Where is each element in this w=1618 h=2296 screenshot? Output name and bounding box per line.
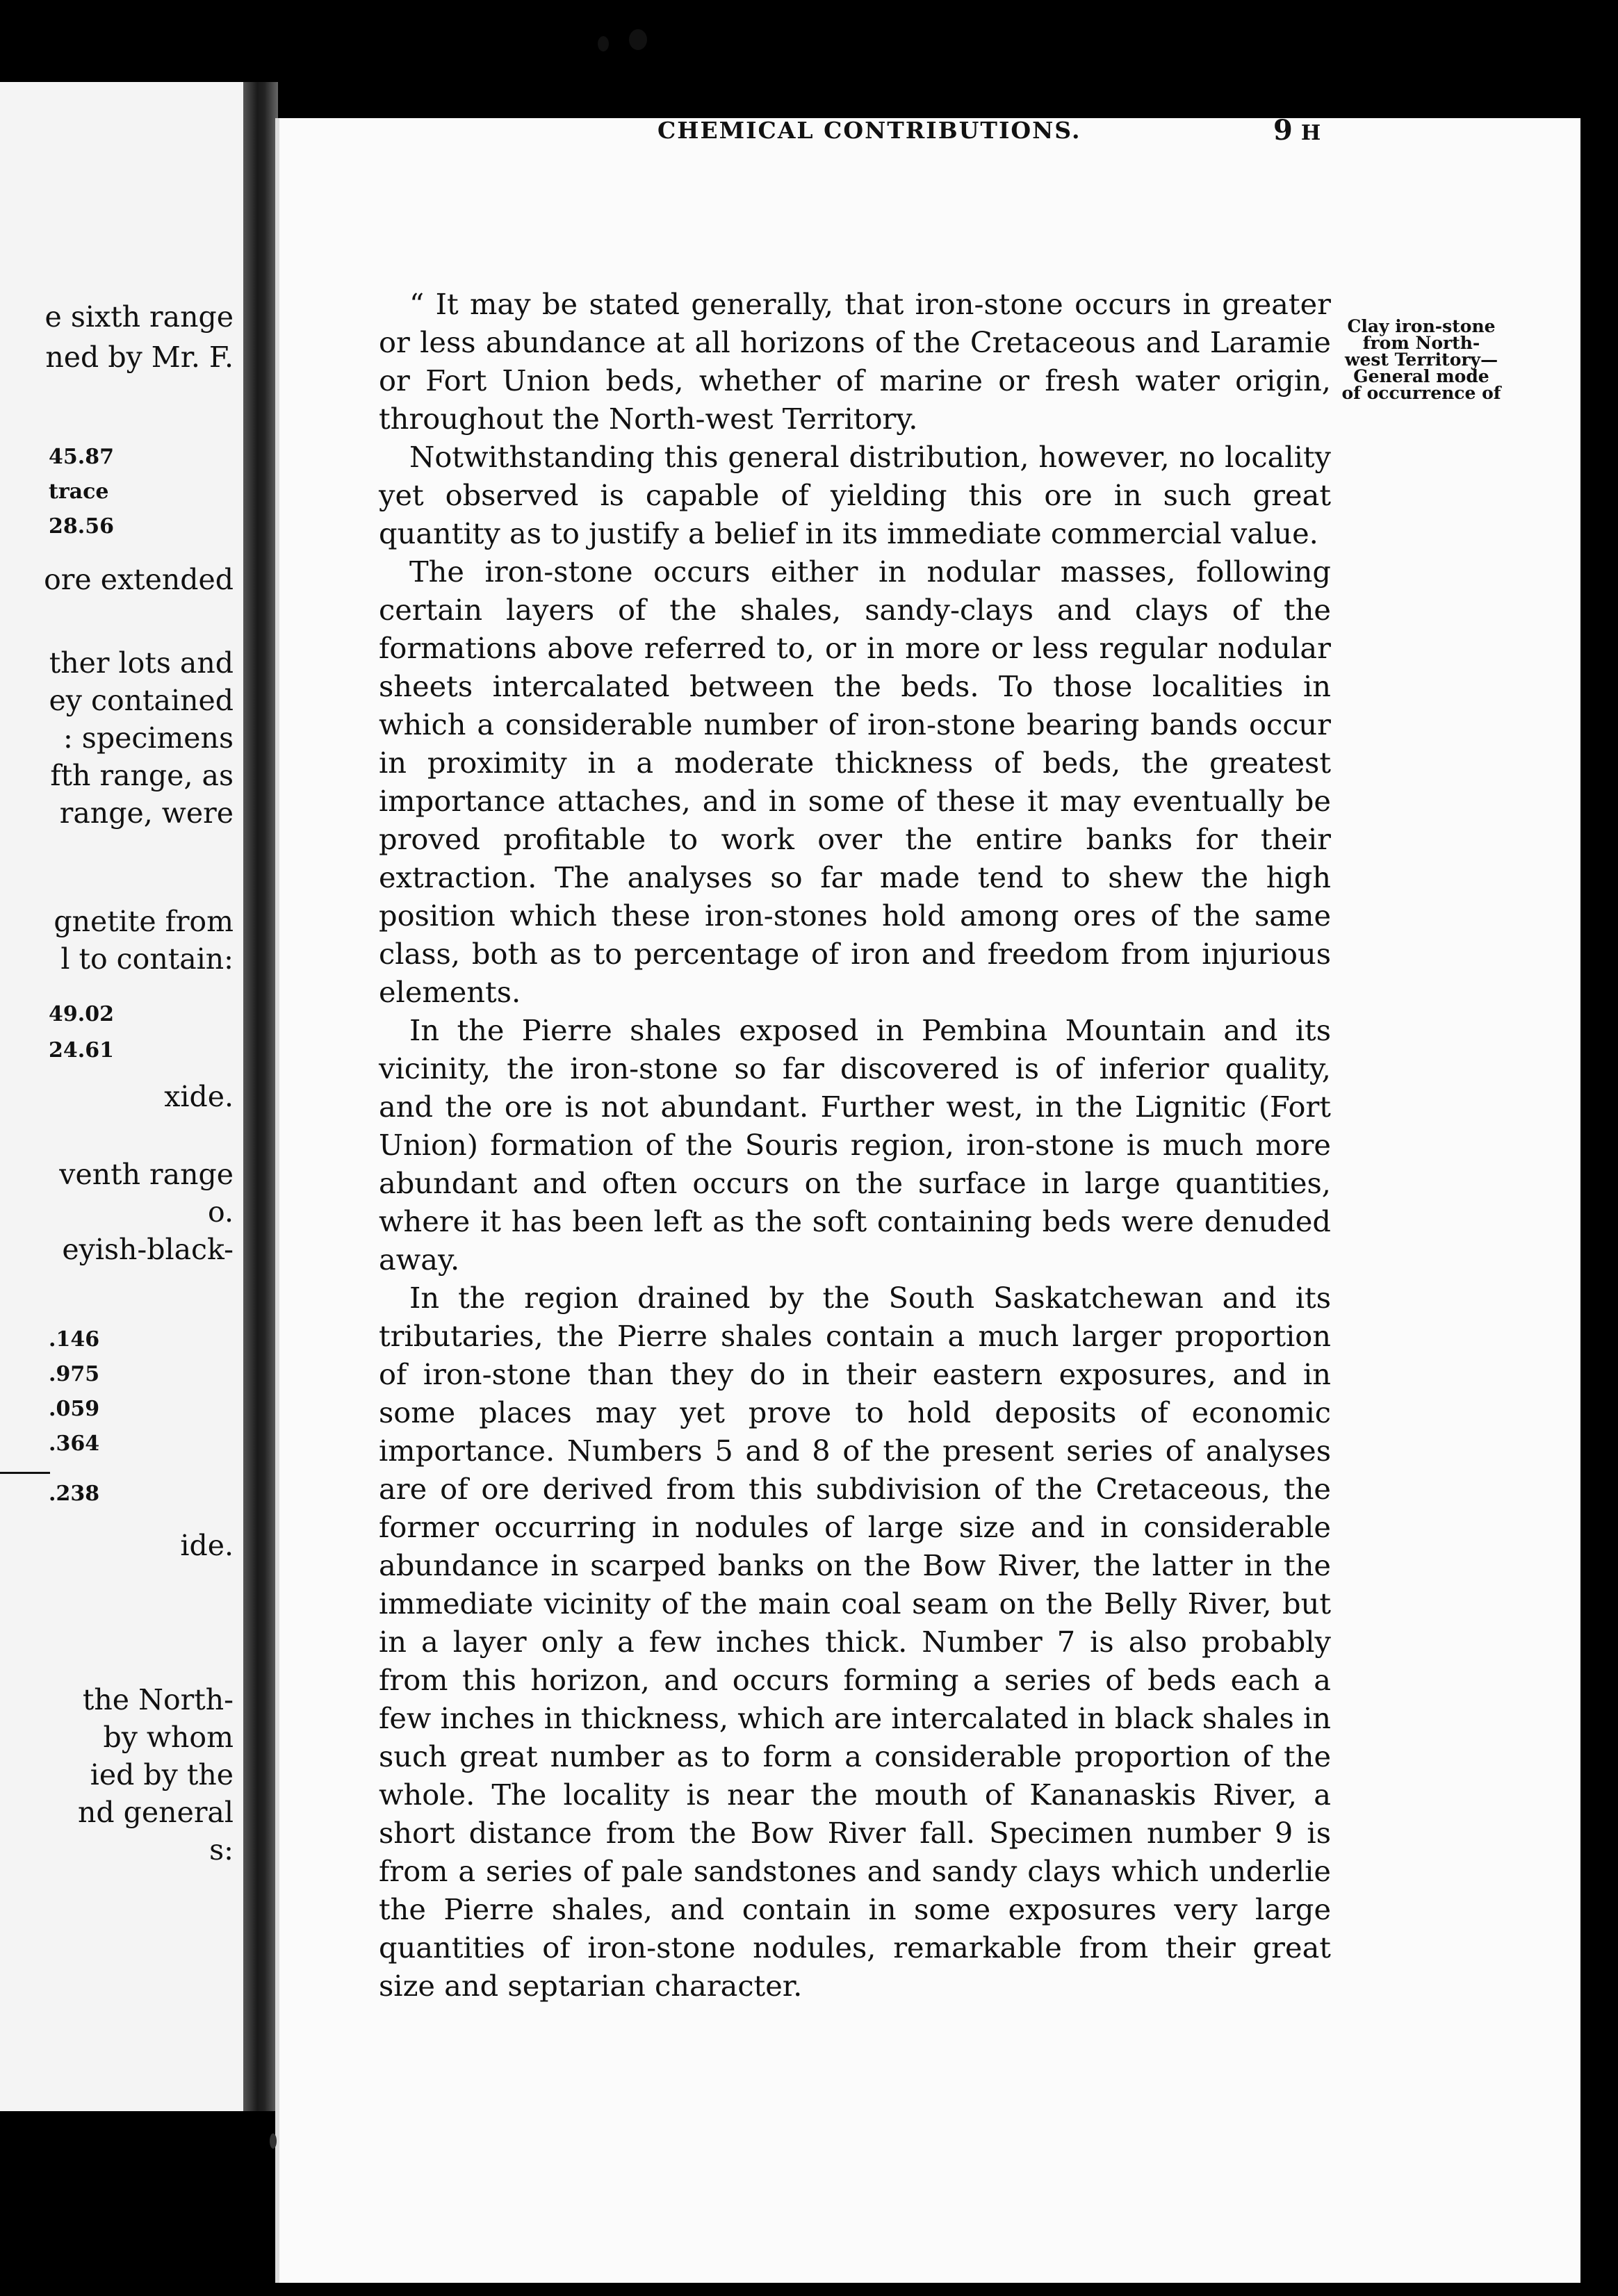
left-page-value: 45.87 <box>49 445 114 469</box>
left-page-text-fragment: the North- <box>82 1683 234 1716</box>
left-page-value: .059 <box>49 1397 100 1421</box>
left-page-text-fragment: s: <box>209 1833 234 1867</box>
left-page-text-fragment: venth range <box>59 1158 234 1191</box>
left-page-text-fragment: ther lots and <box>49 646 234 680</box>
body-text <box>379 285 1331 2005</box>
left-page-text-fragment: : specimens <box>63 721 234 755</box>
left-page-text-fragment: range, were <box>59 796 234 830</box>
left-page-text-fragment: by whom <box>103 1721 234 1754</box>
left-page-text-fragment: o. <box>208 1195 234 1229</box>
left-page-value: .146 <box>49 1327 100 1352</box>
left-page-value: 49.02 <box>49 1002 114 1026</box>
margin-note: Clay iron-stone from North-west Territory—General mode of occurrence of <box>1341 316 1501 403</box>
left-page-value: 24.61 <box>49 1038 114 1063</box>
left-page-text-fragment: eyish-black- <box>62 1233 234 1266</box>
left-page-value: .238 <box>49 1482 100 1506</box>
paragraph: Notwithstanding this general distribution, however, no locality yet observed is capable of yielding this ore in such great quantity as to justify a belief in its immediate commercial value. <box>379 440 1331 550</box>
running-title: CHEMICAL CONTRIBUTIONS. <box>657 117 1081 144</box>
left-page-value: trace <box>49 479 109 504</box>
left-page-text-fragment: ied by the <box>90 1758 234 1791</box>
scan-speck <box>598 36 609 51</box>
left-page-text-fragment: gnetite from <box>54 905 234 938</box>
left-page-text-fragment: l to contain: <box>60 942 234 976</box>
page-number-suffix: H <box>1300 121 1323 145</box>
left-page-text-fragment: xide. <box>164 1080 234 1113</box>
left-page-text-fragment: fth range, as <box>50 759 234 792</box>
left-page <box>0 82 243 2111</box>
scan-speck <box>270 2133 277 2149</box>
left-page-text-fragment: ore extended <box>44 563 234 596</box>
sum-rule <box>0 1472 50 1474</box>
paragraph: The iron-stone occurs either in nodular masses, following certain layers of the shales, sandy-clays and clays of the formations above referred to, or in more or less regular nodular sheets intercalated between the beds. To those localities in which a considerable number of iron-stone bearing bands occur in proximity in a moderate thickness of beds, the greatest importance attaches, and in some of these it may eventually be proved profitable to work over the entire banks for their extraction. The analyses so far made tend to shew the high position which these iron-stones hold among ores of the same class, both as to percentage of iron and freedom from injurious elements. <box>379 555 1331 1009</box>
book-gutter <box>243 82 278 2111</box>
left-page-text-fragment: e sixth range <box>44 300 234 334</box>
left-page-text-fragment: ey contained <box>49 684 234 717</box>
left-page-value: .975 <box>49 1362 100 1386</box>
scan-speck <box>629 29 647 50</box>
paragraph: “ It may be stated generally, that iron-stone occurs in greater or less abundance at all horizons of the Cretaceous and Laramie or Fort Union beds, whether of marine or fresh water origin, throughout the North-west Territory. <box>379 287 1331 436</box>
paragraph: In the region drained by the South Saskatchewan and its tributaries, the Pierre shales contain a much larger proportion of iron-stone than they do in their eastern exposures, and in some places may yet prove to hold deposits of economic importance. Numbers 5 and 8 of the present series of analyses are of ore derived from this subdivision of the Cretaceous, the former occurring in nodules of large size and in considerable abundance in scarped banks on the Bow River, the latter in the immediate vicinity of the main coal seam on the Belly River, but in a layer only a few inches thick. Number 7 is also probably from this horizon, and occurs forming a series of beds each a few inches in thickness, which are intercalated in black shales in such great number as to form a considerable proportion of the whole. The locality is near the mouth of Kananaskis River, a short distance from the Bow River fall. Specimen number 9 is from a series of pale sandstones and sandy clays which underlie the Pierre shales, and contain in some exposures very large quantities of iron-stone nodules, remarkable from their great size and septarian character. <box>379 1281 1331 2003</box>
page-number <box>1273 114 1322 147</box>
left-page-text-fragment: ned by Mr. F. <box>45 341 234 374</box>
left-page-text-fragment: nd general <box>77 1796 234 1829</box>
left-page-value: 28.56 <box>49 514 114 539</box>
page-number-digit: 9 <box>1273 114 1294 147</box>
left-page-text-fragment: ide. <box>180 1529 234 1562</box>
paragraph: In the Pierre shales exposed in Pembina Mountain and its vicinity, the iron-stone so far discovered is of inferior quality, and the ore is not abundant. Further west, in the Lignitic (Fort Union) formation of the Souris region, iron-stone is much more abundant and often occurs on the surface in large quantities, where it has been left as the soft containing beds were denuded away. <box>379 1013 1331 1277</box>
left-page-value: .364 <box>49 1432 100 1456</box>
